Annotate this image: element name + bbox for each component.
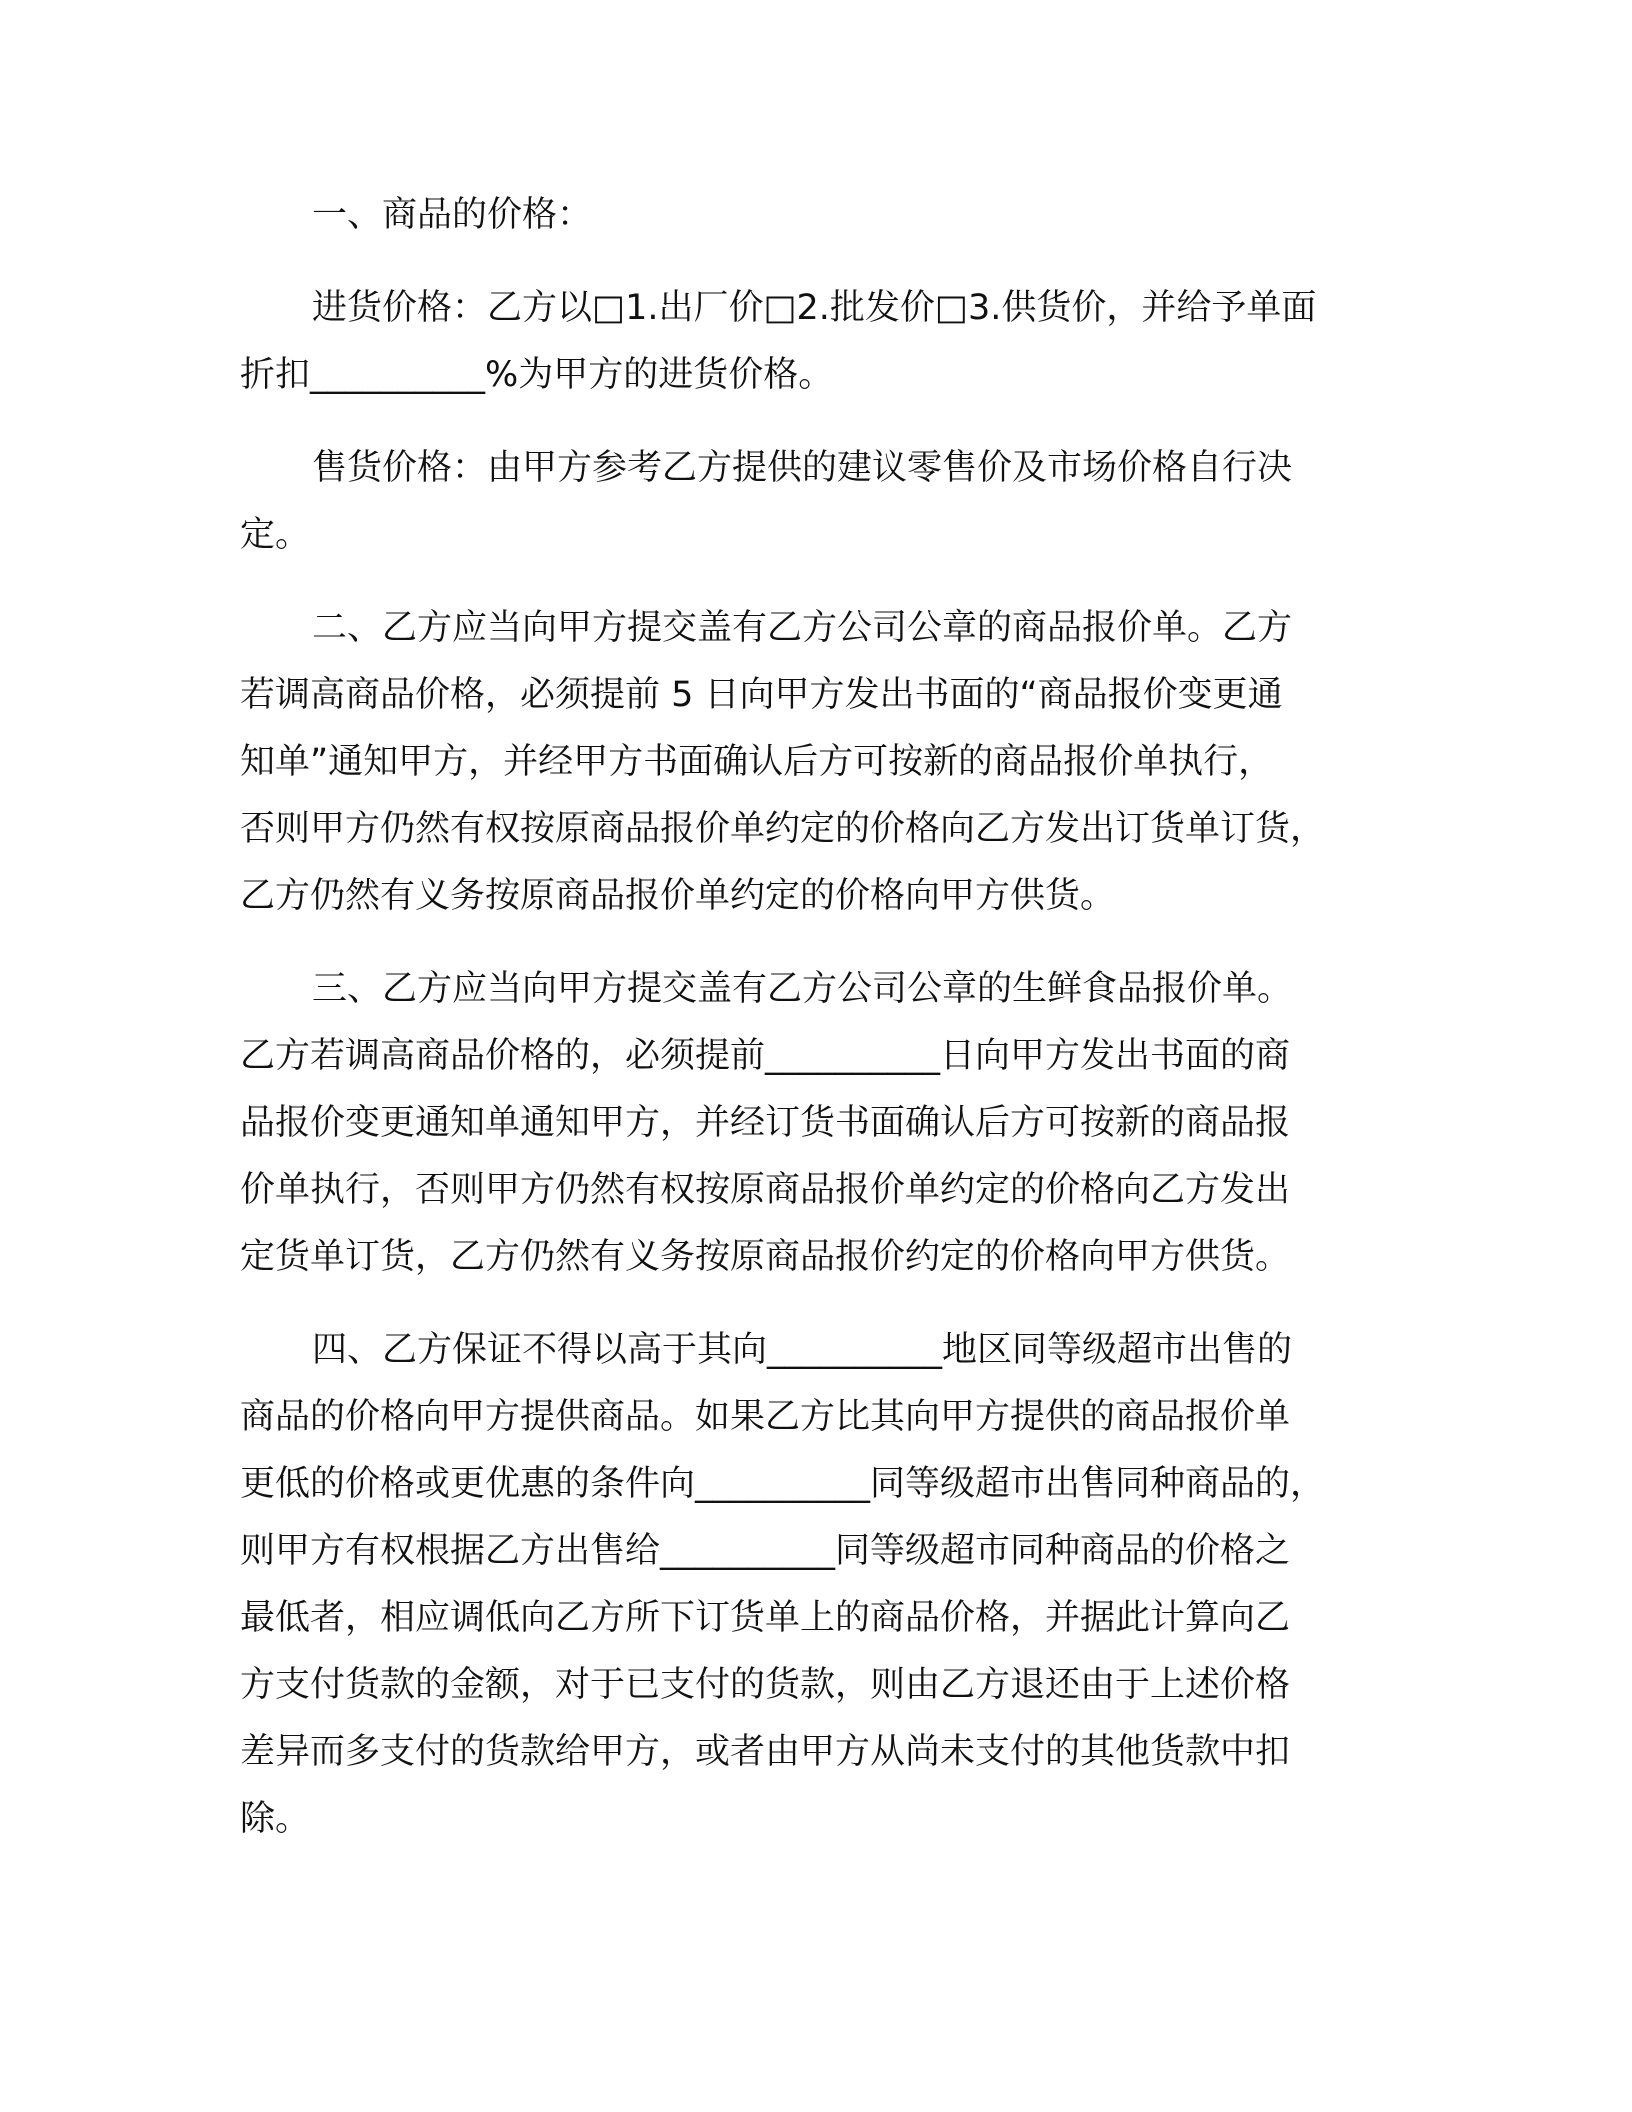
text-line: 四、乙方保证不得以高于其向__________地区同等级超市出售的 <box>312 1330 1293 1370</box>
section-2-paragraph <box>240 595 1380 930</box>
text-line: 乙方若调高商品价格的，必须提前__________日向甲方发出书面的商 <box>240 1036 1291 1076</box>
text-line: 则甲方有权根据乙方出售给__________同等级超市同种商品的价格之 <box>240 1531 1291 1571</box>
section-3-paragraph <box>240 956 1380 1291</box>
text-line: 知单”通知甲方，并经甲方书面确认后方可按新的商品报价单执行， <box>240 742 1274 782</box>
text-line: 最低者，相应调低向乙方所下订货单上的商品价格，并据此计算向乙 <box>240 1598 1291 1638</box>
text-line: 三、乙方应当向甲方提交盖有乙方公司公章的生鲜食品报价单。 <box>312 969 1293 1009</box>
purchase-price-paragraph <box>240 275 1380 409</box>
text-line: 售货价格：由甲方参考乙方提供的建议零售价及市场价格自行决 <box>312 448 1293 488</box>
text-line: 除。 <box>240 1799 311 1839</box>
text-line: 乙方仍然有义务按原商品报价单约定的价格向甲方供货。 <box>240 876 1116 916</box>
text-line: 一、商品的价格： <box>312 195 593 235</box>
text-line: 商品的价格向甲方提供商品。如果乙方比其向甲方提供的商品报价单 <box>240 1397 1291 1437</box>
text-line: 若调高商品价格，必须提前 5 日向甲方发出书面的“商品报价变更通 <box>240 675 1283 715</box>
text-line: 进货价格：乙方以□1.出厂价□2.批发价□3.供货价，并给予单面 <box>312 288 1317 328</box>
text-line: 品报价变更通知单通知甲方，并经订货书面确认后方可按新的商品报 <box>240 1103 1291 1143</box>
text-line: 更低的价格或更优惠的条件向__________同等级超市出售同种商品的， <box>240 1464 1326 1504</box>
sale-price-paragraph <box>240 435 1380 569</box>
section-1-heading <box>240 182 1380 249</box>
text-line: 否则甲方仍然有权按原商品报价单约定的价格向乙方发出订货单订货， <box>240 809 1326 849</box>
text-line: 差异而多支付的货款给甲方，或者由甲方从尚未支付的其他货款中扣 <box>240 1732 1291 1772</box>
section-4-paragraph <box>240 1317 1380 1853</box>
text-line: 二、乙方应当向甲方提交盖有乙方公司公章的商品报价单。乙方 <box>312 608 1293 648</box>
text-line: 定货单订货，乙方仍然有义务按原商品报价约定的价格向甲方供货。 <box>240 1237 1291 1277</box>
text-line: 折扣__________%为甲方的进货价格。 <box>240 355 834 395</box>
text-line: 方支付货款的金额，对于已支付的货款，则由乙方退还由于上述价格 <box>240 1665 1291 1705</box>
text-line: 定。 <box>240 515 311 555</box>
text-line: 价单执行，否则甲方仍然有权按原商品报价单约定的价格向乙方发出 <box>240 1170 1291 1210</box>
document-body <box>240 182 1380 1879</box>
